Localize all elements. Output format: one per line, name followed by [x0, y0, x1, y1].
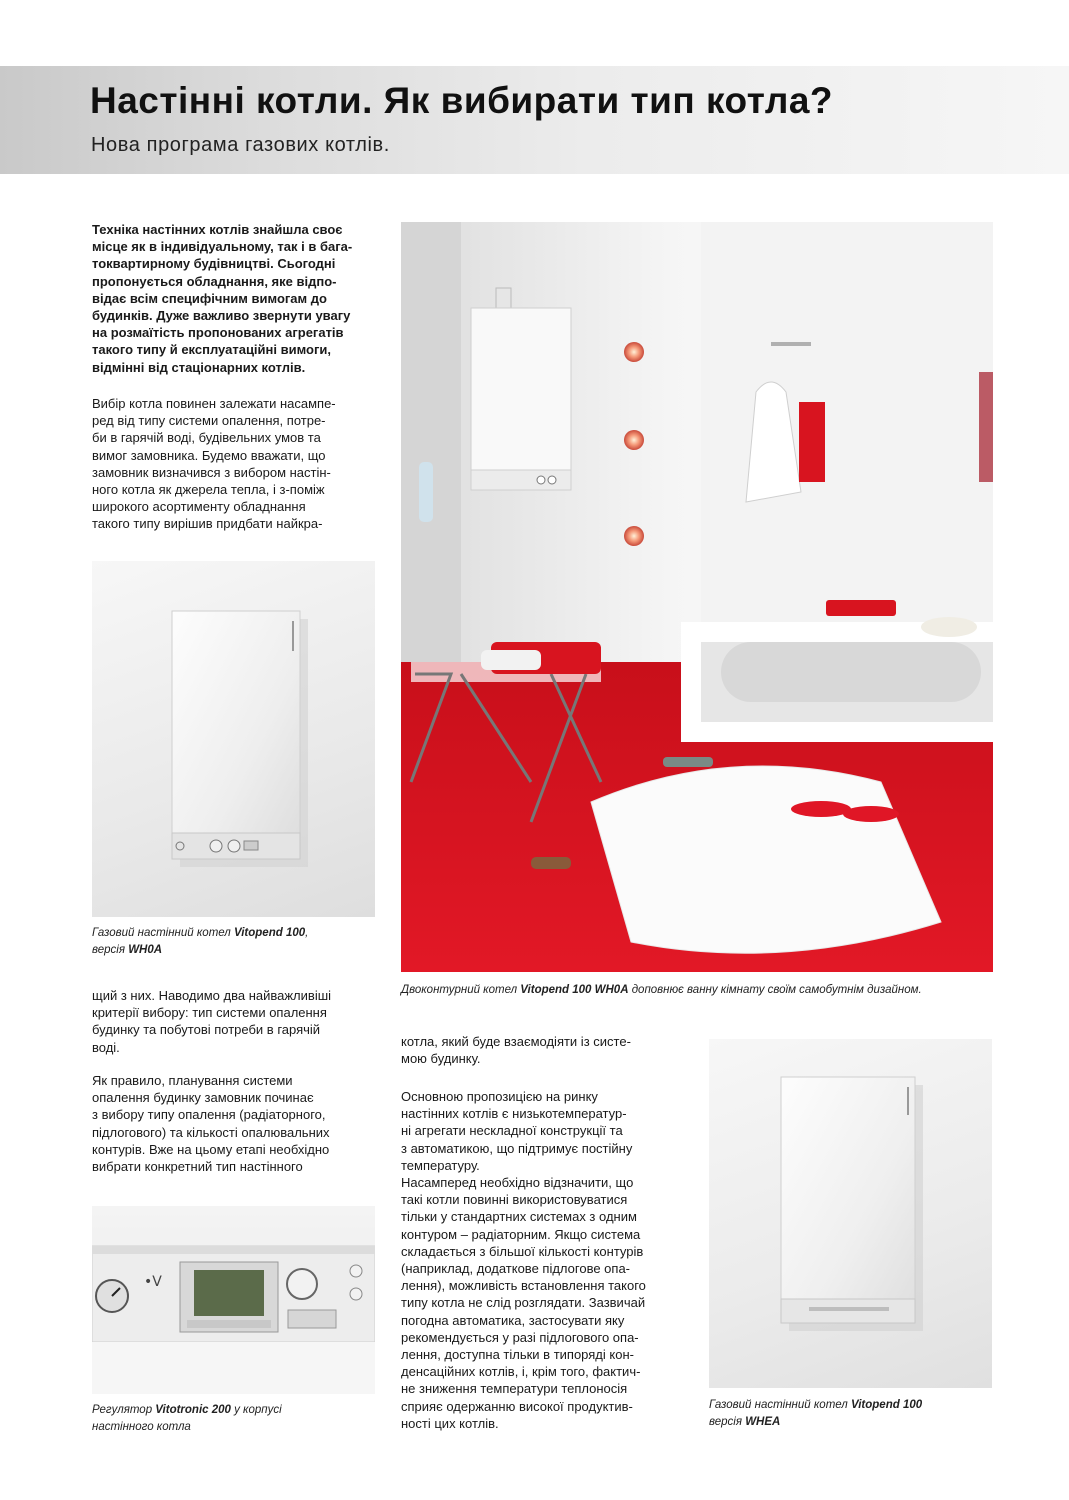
- middle-paragraph-2: Основною пропозицією на ринку настінних котлів є низькотемператур- ні агрегати нескладної конструкції та з автоматикою, що підтримує постійну температуру. Насамперед необхідно відзначити, що такі котли повинні використовуватися тільки у стандартних системах з одним контуром – радіаторним. Якщо система складається з більшої кількості контурів (наприклад, додаткове підлогове опа- лення), можливість встановлення такого типу котла не слід розглядати. Зазвичай погодна автоматика, застосувати яку рекомендується у разі підлогового опа- лення, доступна тільки в типоряді кон- денсаційних котлів, і, крім того, фактич- не зниження температури теплоносія сприяє одержанню високої продуктив- ності цих котлів.: [401, 1089, 646, 1431]
- bathroom-photo: [401, 222, 993, 972]
- caption-version: WH0A: [128, 944, 163, 956]
- page-subtitle: Нова програма газових котлів.: [91, 134, 390, 156]
- caption-text: Регулятор: [92, 1404, 156, 1416]
- caption-boiler-whea: [709, 1397, 922, 1431]
- caption-text: Газовий настінний котел: [709, 1399, 851, 1411]
- caption-text: у корпусі настінного котла: [92, 1404, 282, 1433]
- caption-bathroom: [401, 982, 922, 999]
- caption-model: Vitotronic 200: [155, 1404, 231, 1416]
- caption-model: Vitopend 100 WH0A: [520, 984, 629, 996]
- caption-text: версія: [709, 1416, 742, 1428]
- caption-controller: [92, 1402, 282, 1436]
- caption-text: , версія: [92, 927, 309, 956]
- left-paragraph-3: Як правило, планування системи опалення будинку замовник починає з вибору типу опалення (радіаторного, підлогового) та кількості опалювальних контурів. Вже на цьому етапі необхідно вибрати конкретний тип настінного: [92, 1073, 330, 1175]
- controller-photo: [92, 1206, 375, 1394]
- caption-text: доповнює ванну кімнату своїм самобутнім дизайном.: [628, 984, 922, 996]
- caption-boiler-wh0a: [92, 925, 308, 959]
- caption-version: WHEA: [745, 1416, 781, 1428]
- page-title: Настінні котли. Як вибирати тип котла?: [90, 80, 834, 121]
- caption-model: Vitopend 100: [233, 927, 306, 939]
- left-paragraph-1: Вибір котла повинен залежати насампе- ред від типу системи опалення, потре- би в гарячій воді, будівельних умов та вимог замовника. Будемо вважати, що замовник визначився з вибором настін- ного котла як джерела тепла, і з-поміж широкого асортименту обладнання такого типу вирішив придбати найкра-: [92, 396, 336, 532]
- boiler-photo-whea: [709, 1039, 992, 1388]
- lead-paragraph: Техніка настінних котлів знайшла своє місце як в індивідуальному, так і в бага- токвартирному будівництві. Сьогодні пропонується обладнання, яке відпо- відає всім специфічним вимогам до будинків. Дуже важливо звернути увагу на розмаїтість пропонованих агрегатів такого типу й експлуатаційні вимоги, відмінні від стаціонарних котлів.: [92, 222, 353, 375]
- boiler-photo-wh0a: [92, 561, 375, 917]
- middle-paragraph-1: котла, який буде взаємодіяти із систе- мою будинку.: [401, 1034, 631, 1067]
- left-paragraph-2: щий з них. Наводимо два найважливіші критерії вибору: тип системи опалення будинку та побутові потреби в гарячій воді.: [92, 988, 332, 1055]
- caption-text: Газовий настінний котел: [92, 927, 234, 939]
- svg-text:•V: •V: [144, 1274, 162, 1290]
- caption-model: Vitopend 100: [850, 1399, 923, 1411]
- caption-text: Двоконтурний котел: [401, 984, 521, 996]
